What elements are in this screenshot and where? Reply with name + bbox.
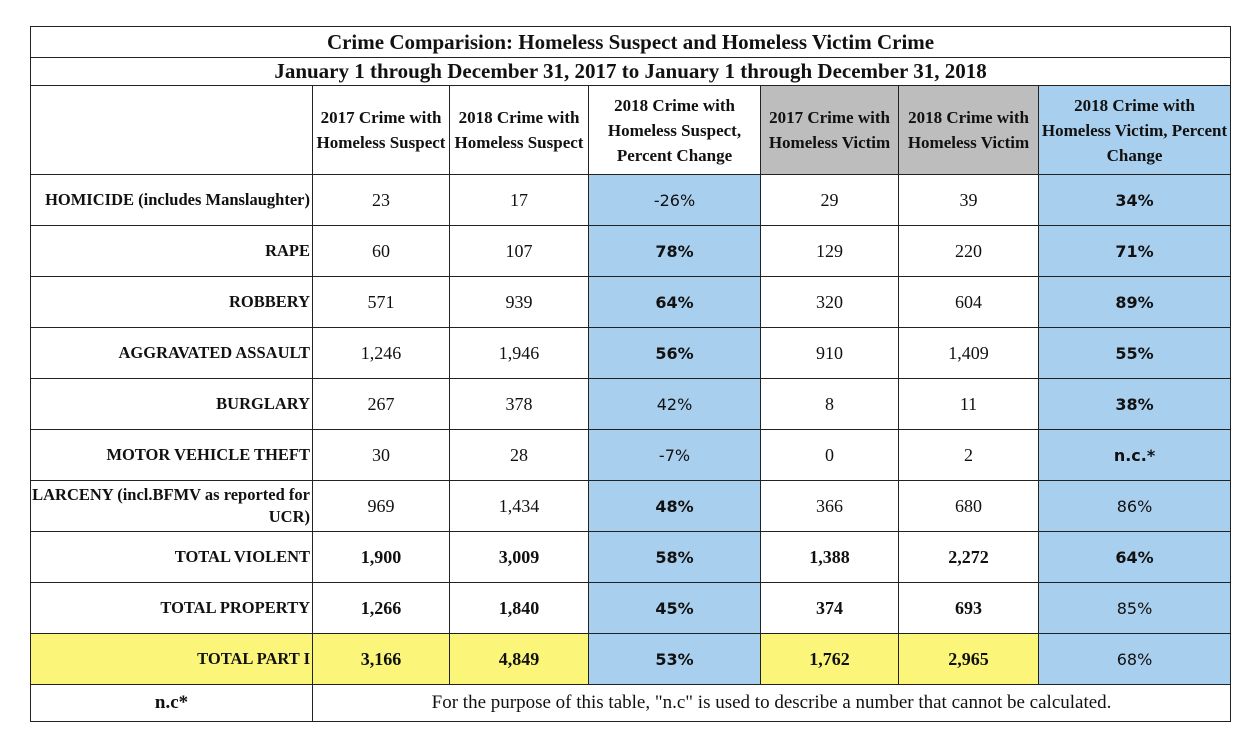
cell-2018-victim: 693	[899, 583, 1039, 634]
header-blank-cell	[31, 86, 313, 175]
cell-victim-percent-change: 55%	[1039, 328, 1231, 379]
row-label: BURGLARY	[31, 379, 313, 430]
table-title: Crime Comparision: Homeless Suspect and Homeless Victim Crime	[31, 27, 1231, 58]
cell-victim-percent-change: 86%	[1039, 481, 1231, 532]
cell-victim-percent-change: 71%	[1039, 226, 1231, 277]
cell-2018-victim: 1,409	[899, 328, 1039, 379]
table-row-total-violent	[31, 532, 1231, 583]
header-2018-victim: 2018 Crime with Homeless Victim	[899, 86, 1039, 175]
row-label: HOMICIDE (includes Manslaughter)	[31, 175, 313, 226]
row-label: TOTAL VIOLENT	[31, 532, 313, 583]
cell-2017-suspect: 23	[313, 175, 450, 226]
cell-2017-suspect: 1,246	[313, 328, 450, 379]
cell-2017-victim: 320	[761, 277, 899, 328]
cell-victim-percent-change: 68%	[1039, 634, 1231, 685]
cell-2018-suspect: 17	[450, 175, 589, 226]
cell-2018-victim: 2,965	[899, 634, 1039, 685]
cell-2017-suspect: 1,900	[313, 532, 450, 583]
cell-2018-suspect: 28	[450, 430, 589, 481]
row-label: MOTOR VEHICLE THEFT	[31, 430, 313, 481]
row-label: RAPE	[31, 226, 313, 277]
cell-suspect-percent-change: -26%	[589, 175, 761, 226]
cell-2017-suspect: 267	[313, 379, 450, 430]
cell-victim-percent-change: n.c.*	[1039, 430, 1231, 481]
footnote-label: n.c*	[31, 685, 313, 722]
cell-2018-victim: 39	[899, 175, 1039, 226]
cell-2018-victim: 2,272	[899, 532, 1039, 583]
cell-suspect-percent-change: 56%	[589, 328, 761, 379]
header-2018-suspect: 2018 Crime with Homeless Suspect	[450, 86, 589, 175]
table-row-total-property	[31, 583, 1231, 634]
cell-suspect-percent-change: 78%	[589, 226, 761, 277]
row-label: LARCENY (incl.BFMV as reported for UCR)	[31, 481, 313, 532]
cell-victim-percent-change: 89%	[1039, 277, 1231, 328]
cell-2018-suspect: 4,849	[450, 634, 589, 685]
cell-suspect-percent-change: 45%	[589, 583, 761, 634]
cell-suspect-percent-change: 53%	[589, 634, 761, 685]
title-row	[31, 27, 1231, 58]
cell-2018-suspect: 1,434	[450, 481, 589, 532]
crime-comparison-table	[30, 26, 1231, 722]
table-row	[31, 328, 1231, 379]
cell-victim-percent-change: 34%	[1039, 175, 1231, 226]
row-label: AGGRAVATED ASSAULT	[31, 328, 313, 379]
subtitle-row	[31, 58, 1231, 86]
cell-2017-victim: 129	[761, 226, 899, 277]
cell-2017-victim: 374	[761, 583, 899, 634]
cell-2017-suspect: 30	[313, 430, 450, 481]
cell-2017-victim: 1,388	[761, 532, 899, 583]
table-row	[31, 277, 1231, 328]
cell-2018-victim: 680	[899, 481, 1039, 532]
header-suspect-percent-change: 2018 Crime with Homeless Suspect, Percent Change	[589, 86, 761, 175]
table-row	[31, 430, 1231, 481]
cell-suspect-percent-change: -7%	[589, 430, 761, 481]
cell-2017-suspect: 3,166	[313, 634, 450, 685]
header-2017-suspect: 2017 Crime with Homeless Suspect	[313, 86, 450, 175]
cell-suspect-percent-change: 48%	[589, 481, 761, 532]
cell-suspect-percent-change: 58%	[589, 532, 761, 583]
cell-victim-percent-change: 38%	[1039, 379, 1231, 430]
table-subtitle: January 1 through December 31, 2017 to January 1 through December 31, 2018	[31, 58, 1231, 86]
table-row-total-part-1	[31, 634, 1231, 685]
cell-2017-victim: 29	[761, 175, 899, 226]
cell-2017-victim: 910	[761, 328, 899, 379]
cell-2018-suspect: 939	[450, 277, 589, 328]
footnote-row	[31, 685, 1231, 722]
cell-2018-suspect: 378	[450, 379, 589, 430]
cell-suspect-percent-change: 64%	[589, 277, 761, 328]
crime-comparison-document	[30, 26, 1230, 722]
table-row	[31, 481, 1231, 532]
cell-2017-victim: 366	[761, 481, 899, 532]
cell-2018-suspect: 107	[450, 226, 589, 277]
cell-2018-suspect: 3,009	[450, 532, 589, 583]
cell-2017-suspect: 1,266	[313, 583, 450, 634]
cell-2018-suspect: 1,946	[450, 328, 589, 379]
footnote-text: For the purpose of this table, "n.c" is used to describe a number that cannot be calculated.	[313, 685, 1231, 722]
cell-2017-suspect: 571	[313, 277, 450, 328]
cell-2017-victim: 8	[761, 379, 899, 430]
cell-2018-victim: 220	[899, 226, 1039, 277]
header-victim-percent-change: 2018 Crime with Homeless Victim, Percent Change	[1039, 86, 1231, 175]
column-header-row	[31, 86, 1231, 175]
row-label: TOTAL PART I	[31, 634, 313, 685]
cell-2017-suspect: 969	[313, 481, 450, 532]
table-row	[31, 379, 1231, 430]
row-label: ROBBERY	[31, 277, 313, 328]
row-label: TOTAL PROPERTY	[31, 583, 313, 634]
cell-2017-victim: 1,762	[761, 634, 899, 685]
cell-2018-victim: 2	[899, 430, 1039, 481]
cell-2017-suspect: 60	[313, 226, 450, 277]
cell-victim-percent-change: 64%	[1039, 532, 1231, 583]
cell-victim-percent-change: 85%	[1039, 583, 1231, 634]
table-row	[31, 226, 1231, 277]
cell-2017-victim: 0	[761, 430, 899, 481]
cell-2018-suspect: 1,840	[450, 583, 589, 634]
cell-2018-victim: 11	[899, 379, 1039, 430]
cell-2018-victim: 604	[899, 277, 1039, 328]
header-2017-victim: 2017 Crime with Homeless Victim	[761, 86, 899, 175]
cell-suspect-percent-change: 42%	[589, 379, 761, 430]
table-row	[31, 175, 1231, 226]
